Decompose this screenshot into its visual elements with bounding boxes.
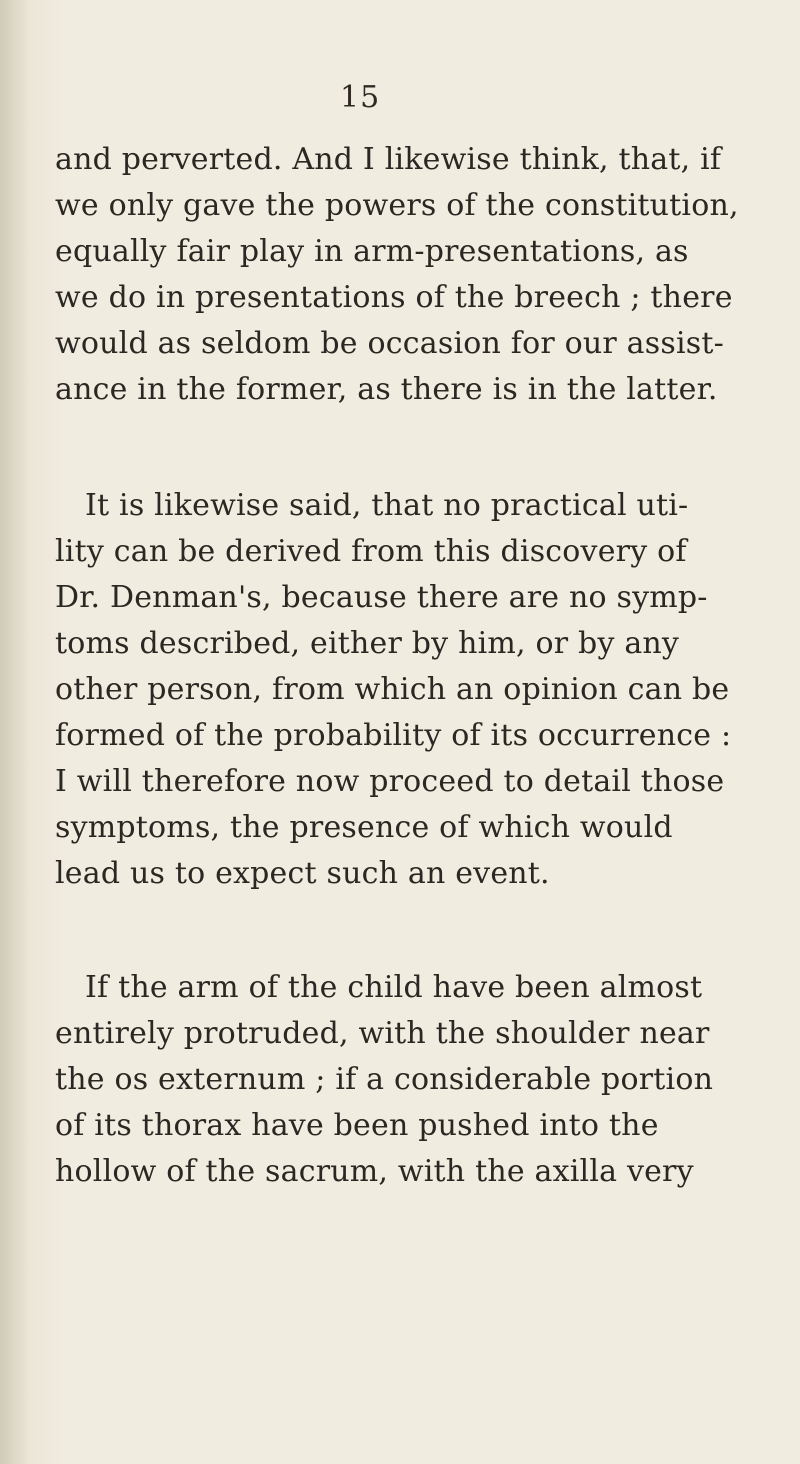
text-line: hollow of the sacrum, with the axilla very	[55, 1154, 694, 1189]
text-line: If the arm of the child have been almost	[85, 970, 703, 1005]
text-line: It is likewise said, that no practical uti-	[85, 488, 689, 523]
text-line: lity can be derived from this discovery of	[55, 534, 687, 569]
text-line: entirely protruded, with the shoulder near	[55, 1016, 710, 1051]
text-line: formed of the probability of its occurrence :	[55, 718, 732, 753]
text-line: I will therefore now proceed to detail those	[55, 764, 725, 799]
text-line: we do in presentations of the breech ; there	[55, 280, 733, 315]
text-line: lead us to expect such an event.	[55, 856, 550, 891]
text-line: ance in the former, as there is in the latter.	[55, 372, 718, 407]
text-line: other person, from which an opinion can be	[55, 672, 730, 707]
text-line: would as seldom be occasion for our assist-	[55, 326, 724, 361]
text-line: equally fair play in arm-presentations, as	[55, 234, 689, 269]
text-line: symptoms, the presence of which would	[55, 810, 673, 845]
text-line: Dr. Denman's, because there are no symp-	[55, 580, 708, 615]
text-line: of its thorax have been pushed into the	[55, 1108, 659, 1143]
page-number: 15	[340, 80, 381, 115]
text-line: we only gave the powers of the constitution,	[55, 188, 739, 223]
text-line: the os externum ; if a considerable portion	[55, 1062, 714, 1097]
text-line: and perverted. And I likewise think, that, if	[55, 142, 722, 177]
text-line: toms described, either by him, or by any	[55, 626, 680, 661]
